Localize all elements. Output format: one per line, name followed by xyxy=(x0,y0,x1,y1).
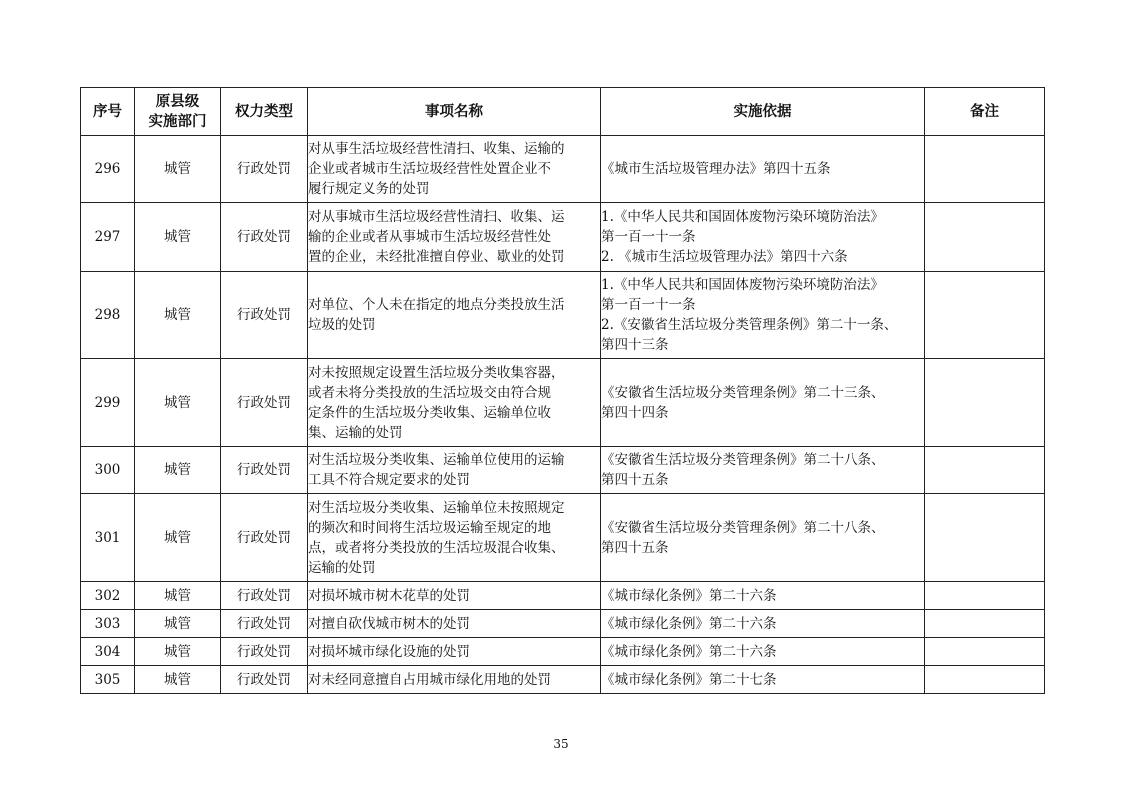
power-type-cell: 行政处罚 xyxy=(221,203,308,272)
dept-cell: 城管 xyxy=(135,494,221,582)
dept-cell: 城管 xyxy=(135,582,221,610)
header-item-name: 事项名称 xyxy=(308,88,601,136)
item-name-line: 运输的处罚 xyxy=(308,559,376,576)
item-name-line: 企业或者城市生活垃圾经营性处置企业不 xyxy=(308,161,551,177)
table-row xyxy=(81,666,1045,694)
table-row xyxy=(81,272,1045,359)
basis-line: 2. 《城市生活垃圾管理办法》第四十六条 xyxy=(601,249,848,265)
item-name-cell xyxy=(308,447,601,494)
basis-cell xyxy=(601,203,925,272)
item-name-line: 对生活垃圾分类收集、运输单位未按照规定 xyxy=(308,499,565,516)
item-name-line: 输的企业或者从事城市生活垃圾经营性处 xyxy=(308,229,551,245)
item-name-line: 对生活垃圾分类收集、运输单位使用的运输 xyxy=(308,452,565,468)
basis-cell xyxy=(601,494,925,582)
seq-cell: 300 xyxy=(81,447,135,494)
item-name-line: 置的企业，未经批准擅自停业、歇业的处罚 xyxy=(308,249,565,265)
power-type-cell: 行政处罚 xyxy=(221,494,308,582)
power-type-cell: 行政处罚 xyxy=(221,638,308,666)
item-name-line: 对损坏城市树木花草的处罚 xyxy=(308,587,470,604)
header-dept-line1: 原县级 xyxy=(155,93,200,110)
item-name-line: 集、运输的处罚 xyxy=(308,424,403,441)
dept-cell: 城管 xyxy=(135,666,221,694)
item-name-line: 对从事城市生活垃圾经营性清扫、收集、运 xyxy=(308,209,565,225)
basis-line: 第四十五条 xyxy=(601,539,669,556)
basis-line: 《城市绿化条例》第二十六条 xyxy=(601,587,777,604)
basis-line: 《城市绿化条例》第二十六条 xyxy=(601,643,777,660)
item-name-line: 对从事生活垃圾经营性清扫、收集、运输的 xyxy=(308,141,565,157)
table-row xyxy=(81,610,1045,638)
item-name-line: 或者未将分类投放的生活垃圾交由符合规 xyxy=(308,384,551,401)
remark-cell xyxy=(925,666,1045,694)
power-list-table xyxy=(80,87,1045,694)
item-name-cell xyxy=(308,203,601,272)
item-name-cell xyxy=(308,582,601,610)
dept-cell: 城管 xyxy=(135,447,221,494)
power-type-cell: 行政处罚 xyxy=(221,272,308,359)
basis-cell xyxy=(601,447,925,494)
table-row xyxy=(81,582,1045,610)
power-type-cell: 行政处罚 xyxy=(221,666,308,694)
header-dept-line2: 实施部门 xyxy=(148,113,207,130)
header-dept xyxy=(135,88,221,136)
seq-cell: 297 xyxy=(81,203,135,272)
page-number: 35 xyxy=(553,737,569,751)
basis-line: 《安徽省生活垃圾分类管理条例》第二十八条、 xyxy=(601,452,885,468)
table-row xyxy=(81,136,1045,203)
item-name-line: 定条件的生活垃圾分类收集、运输单位收 xyxy=(308,404,551,421)
remark-cell xyxy=(925,136,1045,203)
item-name-line: 对损坏城市绿化设施的处罚 xyxy=(308,643,470,660)
seq-cell: 296 xyxy=(81,136,135,203)
dept-cell: 城管 xyxy=(135,203,221,272)
power-type-cell: 行政处罚 xyxy=(221,582,308,610)
basis-line: 1.《中华人民共和国固体废物污染环境防治法》 xyxy=(601,209,884,225)
item-name-cell xyxy=(308,610,601,638)
item-name-line: 工具不符合规定要求的处罚 xyxy=(308,472,470,488)
remark-cell xyxy=(925,272,1045,359)
dept-cell: 城管 xyxy=(135,638,221,666)
remark-cell xyxy=(925,203,1045,272)
basis-line: 《城市绿化条例》第二十六条 xyxy=(601,615,777,632)
item-name-line: 对擅自砍伐城市树木的处罚 xyxy=(308,615,470,632)
item-name-line: 垃圾的处罚 xyxy=(308,317,376,333)
dept-cell: 城管 xyxy=(135,136,221,203)
basis-line: 《安徽省生活垃圾分类管理条例》第二十八条、 xyxy=(601,519,885,536)
basis-cell xyxy=(601,638,925,666)
dept-cell: 城管 xyxy=(135,359,221,447)
basis-line: 《安徽省生活垃圾分类管理条例》第二十三条、 xyxy=(601,384,885,401)
item-name-line: 对单位、个人未在指定的地点分类投放生活 xyxy=(308,297,565,313)
table-row xyxy=(81,638,1045,666)
item-name-line: 的频次和时间将生活垃圾运输至规定的地 xyxy=(308,519,551,536)
basis-line: 第一百一十一条 xyxy=(601,229,696,245)
basis-line: 《城市绿化条例》第二十七条 xyxy=(601,671,777,688)
remark-cell xyxy=(925,582,1045,610)
item-name-line: 点，或者将分类投放的生活垃圾混合收集、 xyxy=(308,539,565,556)
header-remark: 备注 xyxy=(925,88,1045,136)
item-name-line: 对未按照规定设置生活垃圾分类收集容器， xyxy=(308,364,565,381)
dept-cell: 城管 xyxy=(135,272,221,359)
item-name-line: 对未经同意擅自占用城市绿化用地的处罚 xyxy=(308,671,551,688)
item-name-cell xyxy=(308,666,601,694)
table-row xyxy=(81,203,1045,272)
basis-line: 第一百一十一条 xyxy=(601,297,696,313)
dept-cell: 城管 xyxy=(135,610,221,638)
power-type-cell: 行政处罚 xyxy=(221,447,308,494)
table-row xyxy=(81,359,1045,447)
item-name-cell xyxy=(308,359,601,447)
basis-cell xyxy=(601,359,925,447)
basis-line: 第四十四条 xyxy=(601,404,669,421)
remark-cell xyxy=(925,447,1045,494)
seq-cell: 303 xyxy=(81,610,135,638)
basis-line: 第四十三条 xyxy=(601,337,669,353)
header-basis: 实施依据 xyxy=(601,88,925,136)
table-row xyxy=(81,447,1045,494)
seq-cell: 299 xyxy=(81,359,135,447)
seq-cell: 301 xyxy=(81,494,135,582)
item-name-cell xyxy=(308,494,601,582)
basis-cell xyxy=(601,272,925,359)
power-type-cell: 行政处罚 xyxy=(221,359,308,447)
basis-line: 《城市生活垃圾管理办法》第四十五条 xyxy=(601,161,831,177)
basis-line: 2.《安徽省生活垃圾分类管理条例》第二十一条、 xyxy=(601,317,898,333)
basis-line: 1.《中华人民共和国固体废物污染环境防治法》 xyxy=(601,277,884,293)
seq-cell: 302 xyxy=(81,582,135,610)
basis-cell xyxy=(601,582,925,610)
header-power-type: 权力类型 xyxy=(221,88,308,136)
basis-cell xyxy=(601,610,925,638)
power-type-cell: 行政处罚 xyxy=(221,136,308,203)
basis-line: 第四十五条 xyxy=(601,472,669,488)
basis-cell xyxy=(601,666,925,694)
item-name-cell xyxy=(308,272,601,359)
remark-cell xyxy=(925,359,1045,447)
item-name-cell xyxy=(308,136,601,203)
power-type-cell: 行政处罚 xyxy=(221,610,308,638)
seq-cell: 298 xyxy=(81,272,135,359)
item-name-cell xyxy=(308,638,601,666)
remark-cell xyxy=(925,610,1045,638)
table-row xyxy=(81,494,1045,582)
table-header-row xyxy=(81,88,1045,136)
remark-cell xyxy=(925,494,1045,582)
remark-cell xyxy=(925,638,1045,666)
seq-cell: 304 xyxy=(81,638,135,666)
basis-cell xyxy=(601,136,925,203)
seq-cell: 305 xyxy=(81,666,135,694)
item-name-line: 履行规定义务的处罚 xyxy=(308,181,430,197)
header-seq: 序号 xyxy=(81,88,135,136)
